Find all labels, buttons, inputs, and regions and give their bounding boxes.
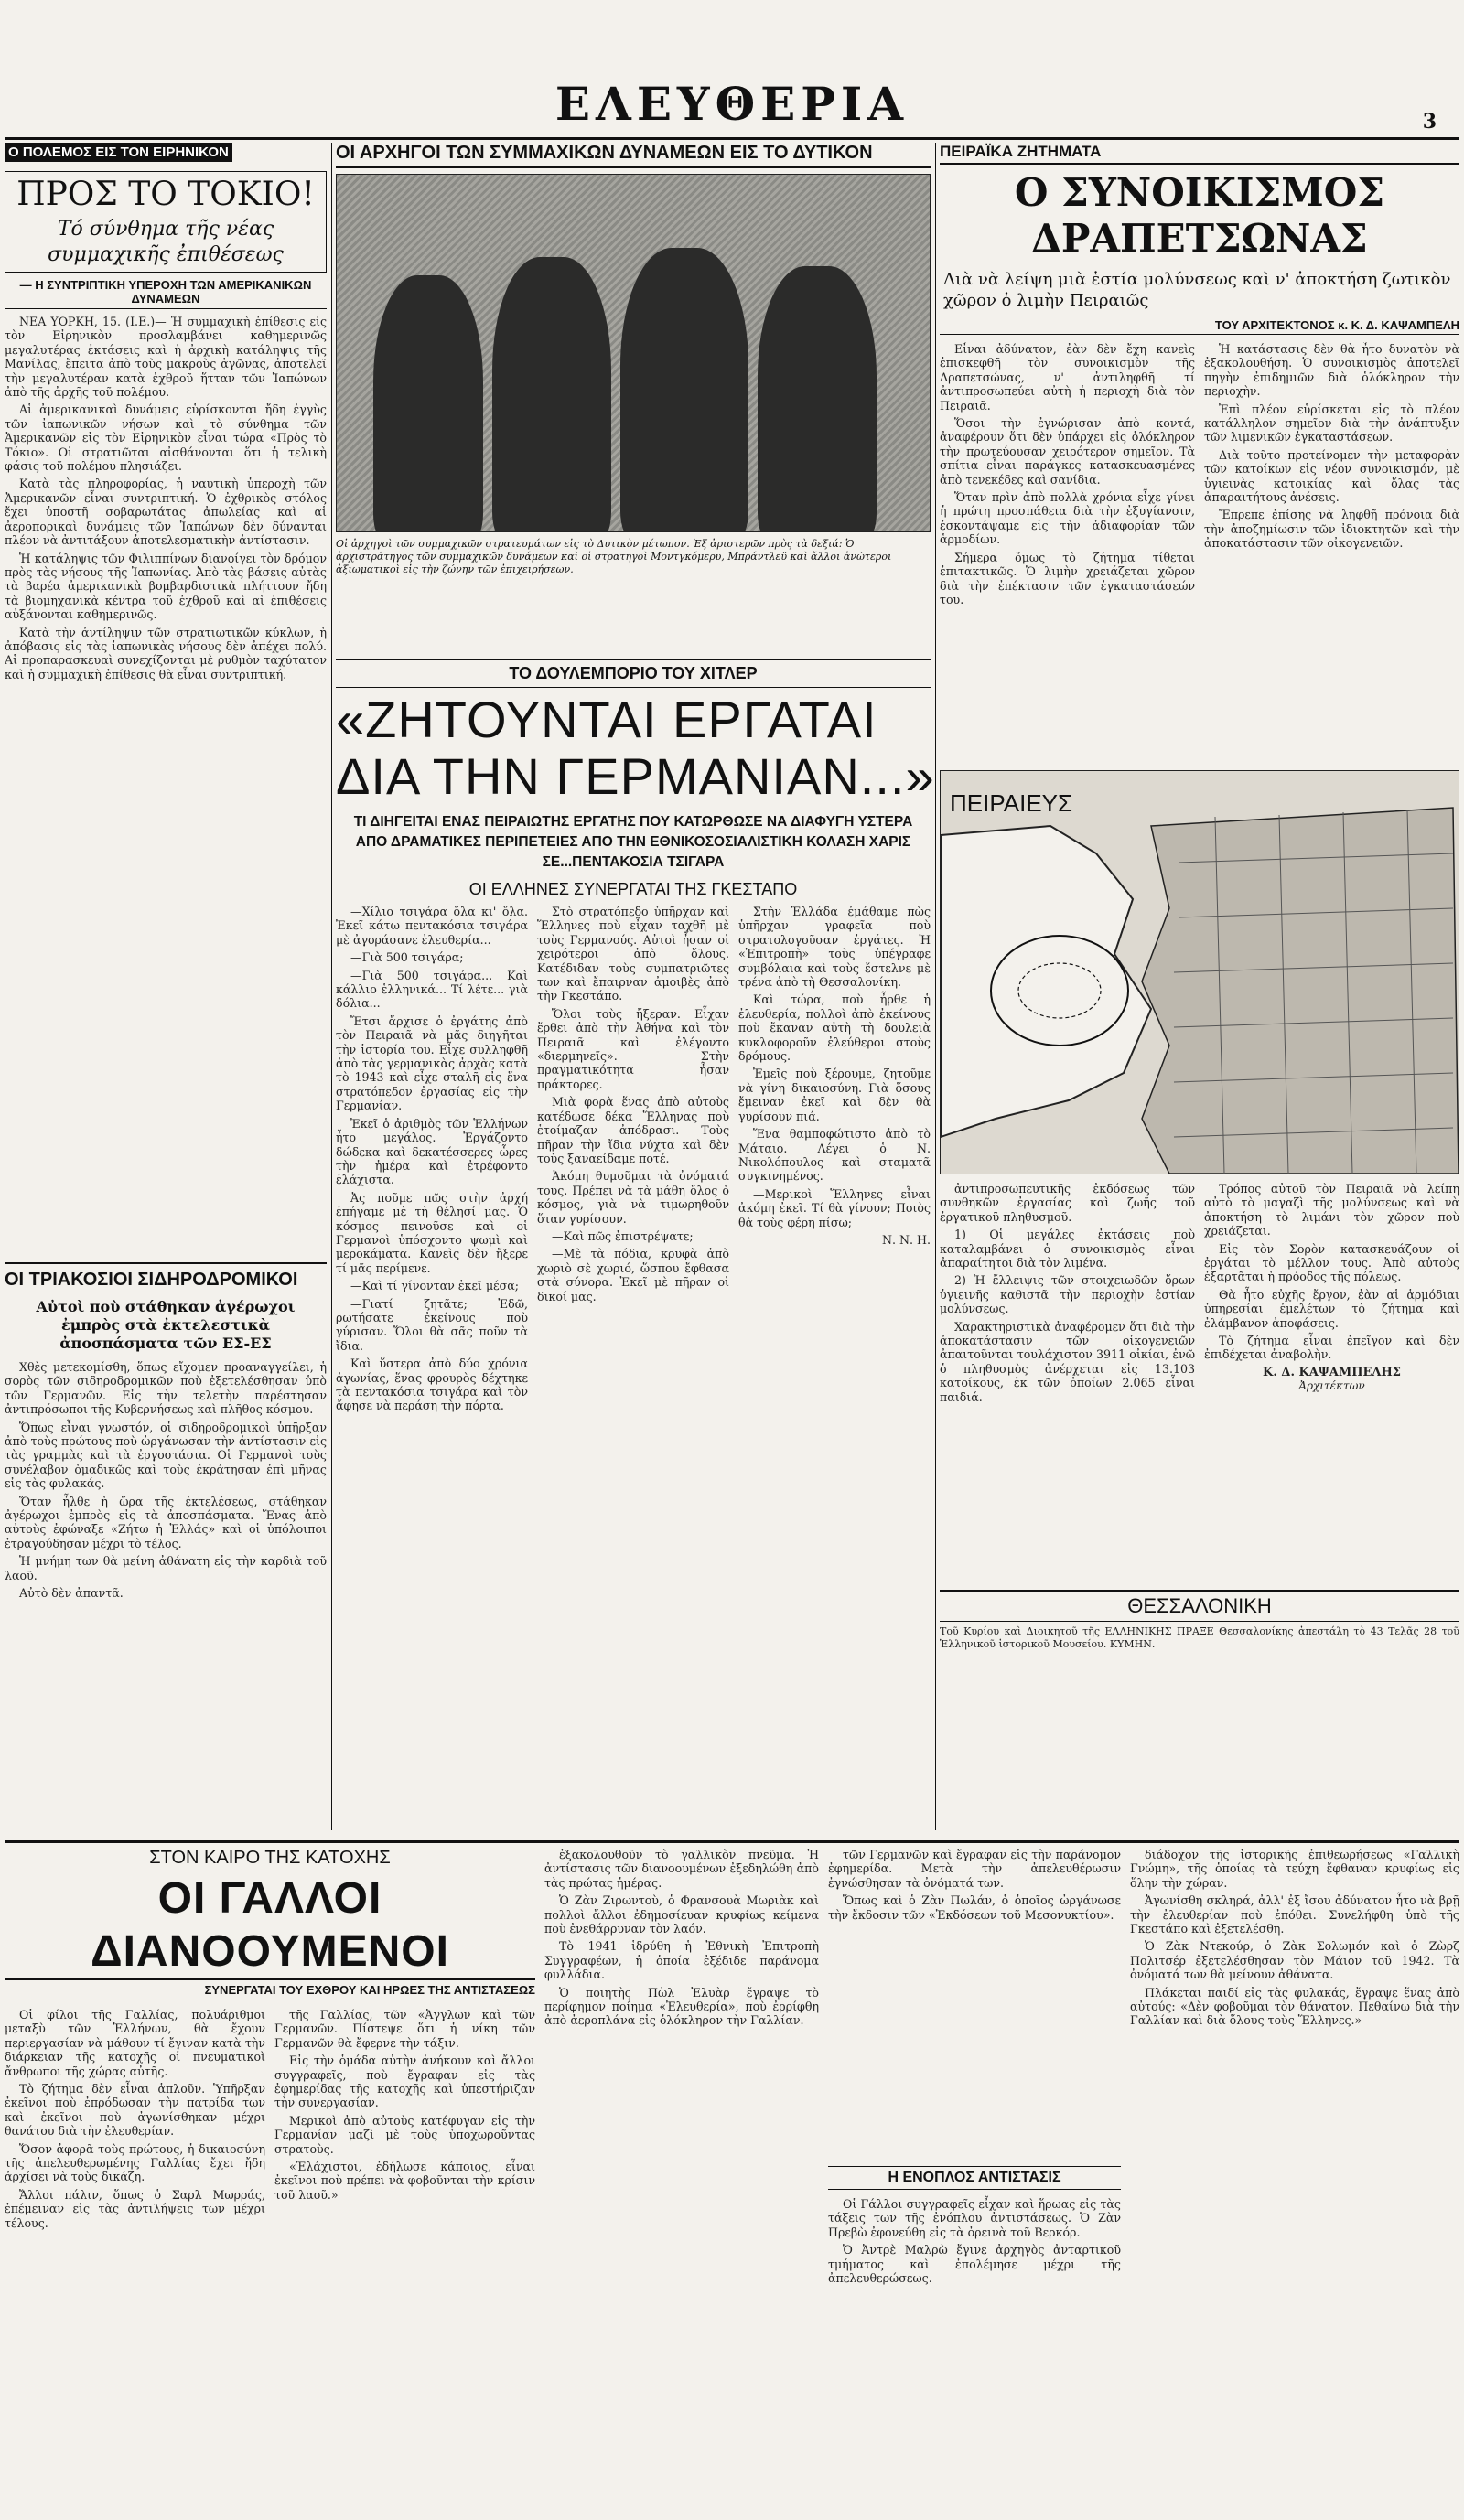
paragraph: —Μὲ τὰ πόδια, κρυφὰ ἀπὸ χωριὸ σὲ χωριό, ὥσπου ἔφθασα στὰ σύνορα. Ἐκεῖ μὲ πῆραν οἱ δικοί μας.	[537, 1247, 729, 1303]
article-column	[1204, 342, 1459, 763]
paragraph: τῶν Γερμανῶν καὶ ἔγραφαν εἰς τὴν παράνομον ἐφημερίδα. Μετὰ τὴν ἀπελευθέρωσιν ἐγνώσθησαν τὰ ὀνόματά των.	[828, 1848, 1121, 1890]
paragraph: Ἀγωνίσθη σκληρά, ἀλλ' ἐξ ἴσου ἀδύνατον ἦτο νὰ βρῇ τὴν ἐλευθερίαν ποὺ ἐπόθει. Συνελήφθη ὑπὸ τῆς Γκεστάπο καὶ ἐξετελέσθη.	[1130, 1893, 1459, 1936]
paragraph: Ἐπὶ πλέον εὑρίσκεται εἰς τὸ πλέον κατάλληλον σημεῖον διὰ τὴν ἀνάπτυξιν τῶν λιμενικῶν ἐγκαταστάσεων.	[1204, 402, 1459, 445]
article-body	[5, 1360, 327, 1827]
paragraph: —Γιὰ 500 τσιγάρα... Καὶ κάλλιο ἑλληνικά... Τί λέτε... γιὰ δόλια...	[336, 968, 528, 1011]
article-subhead: Τό σύνθημα τῆς νέας συμμαχικῆς ἐπιθέσεως	[48, 218, 284, 266]
article-hitler	[336, 659, 935, 1834]
paragraph: Οἱ φίλοι τῆς Γαλλίας, πολυάριθμοι μεταξὺ τῶν Ἑλλήνων, θὰ ἔχουν περιεργασίαν νὰ μάθουν τί ἔγιναν κατὰ τὴν διάρκειαν τῆς κατοχῆς οἱ πνευματικοὶ ἄνθρωποι τῆς χώρας αὐτῆς.	[5, 2008, 265, 2078]
paragraph: 2) Ἡ ἔλλειψις τῶν στοιχειωδῶν ὅρων ὑγιεινῆς καθιστᾶ τὴν περιοχὴν ἑστίαν μολύνσεως.	[940, 1273, 1195, 1316]
resistance-headline: Η ΕΝΟΠΛΟΣ ΑΝΤΙΣΤΑΣΙΣ	[828, 2166, 1121, 2190]
signature-title: Ἀρχιτέκτων	[1298, 1379, 1365, 1393]
paragraph: Στὸ στρατόπεδο ὑπῆρχαν καὶ Ἕλληνες ποὺ εἶχαν ταχθῆ μὲ τοὺς Γερμανούς. Αὐτοὶ ἦσαν οἱ χειρότεροι ἀπὸ ὅλους. Κατέδιδαν τοὺς συμπατριῶτες των καὶ ἔπαιρναν ἀμοιβὲς ἀπὸ τὴν Γκεστάπο.	[537, 905, 729, 1003]
article-headline-line2: ΔΙΑ ΤΗΝ ΓΕΡΜΑΝΙΑΝ...»	[336, 747, 935, 805]
paragraph: Ὁ ποιητὴς Πὼλ Ἐλυὰρ ἔγραψε τὸ περίφημον ποίημα «Ἐλευθερία», ποὺ ἐρρίφθη ἀπὸ ἀεροπλάνα εἰς ὁλόκληρον τὴν Γαλλίαν.	[544, 1985, 819, 2028]
masthead	[0, 0, 1464, 146]
paragraph: Ὅταν ἦλθε ἡ ὥρα τῆς ἐκτελέσεως, στάθηκαν ἀγέρωχοι ἐμπρὸς εἰς τὰ ἀποσπάσματα. Ἕνας ἀπὸ αὐτοὺς ἐφώναξε «Ζήτω ἡ Ἑλλάς» καὶ οἱ ὑπόλοιποι ἐτραγούδησαν μέχρι τὸ τέλος.	[5, 1494, 327, 1550]
generals-photo	[336, 174, 931, 532]
photo-caption: Οἱ ἀρχηγοὶ τῶν συμμαχικῶν στρατευμάτων εἰς τὸ Δυτικὸν μέτωπον. Ἐξ ἀριστερῶν πρὸς τὰ δεξιά: Ὁ ἀρχιστράτηγος τῶν συμμαχικῶν δυνάμεων καὶ οἱ στρατηγοὶ Μοντγκόμερυ, Μπράντλεϋ καὶ ἄλλοι ἀνώτεροι ἀξιωματικοὶ εἰς τὴν ζώνην τῶν ἐπιχειρήσεων.	[336, 538, 892, 575]
photo-figure	[758, 266, 877, 532]
author-initials: Ν. Ν. Η.	[881, 1232, 931, 1247]
article-subhead: ΟΙ ΕΛΛΗΝΕΣ ΣΥΝΕΡΓΑΤΑΙ ΤΗΣ ΓΚΕΣΤΑΠΟ	[468, 880, 798, 898]
masthead-rule	[5, 137, 1459, 140]
paragraph: Τὸ ζήτημα δὲν εἶναι ἁπλοῦν. Ὑπῆρξαν ἐκεῖνοι ποὺ ἐπρόδωσαν τὴν πατρίδα των καὶ ἐκεῖνοι ποὺ ἀγωνίσθηκαν μέχρι θανάτου διὰ τὴν ἐλευθερίαν.	[5, 2082, 265, 2139]
paragraph: Ὅλοι τοὺς ἤξεραν. Εἶχαν ἔρθει ἀπὸ τὴν Ἀθήνα καὶ τὸν Πειραιᾶ καὶ ἐλέγοντο «διερμηνεῖς». Στὴν πραγματικότητα ἦσαν πράκτορες.	[537, 1006, 729, 1091]
article-headline: ΠΡΟΣ ΤΟ ΤΟΚΙΟ!	[16, 176, 315, 213]
photo-figure	[373, 275, 483, 532]
map-label: ΠΕΙΡΑΙΕΥΣ	[950, 789, 1073, 817]
article-kicker: ΤΟ ΔΟΥΛΕΜΠΟΡΙΟ ΤΟΥ ΧΙΤΛΕΡ	[336, 659, 931, 688]
article-column	[940, 342, 1195, 763]
paragraph: Ἀς ποῦμε πῶς στὴν ἀρχή ἐπήγαμε μὲ τὴ θέλησί μας. Ὁ κόσμος πεινοῦσε καὶ οἱ Γερμανοὶ ὑπόσχοντο ψωμὶ καὶ μεροκάματα. Κανεὶς δὲν ἤξερε τί μᾶς περίμενε.	[336, 1190, 528, 1275]
article-kicker: ΠΕΙΡΑΪΚΑ ΖΗΤΗΜΑΤΑ	[940, 143, 1459, 165]
photo-section	[336, 143, 931, 655]
paragraph: Θὰ ἦτο εὐχῆς ἔργον, ἐὰν αἱ ἁρμόδιαι ὑπηρεσίαι ἐμελέτων τὸ ζήτημα καὶ ἐλάμβανον ἀποφάσεις.	[1204, 1287, 1459, 1330]
section-rule	[5, 1840, 1459, 1843]
paragraph: Ὅσοι τὴν ἐγνώρισαν ἀπὸ κοντά, ἀναφέρουν ὅτι δὲν ὑπάρχει εἰς ὁλόκληρον τὴν πρωτεύουσαν χειρότερον σημεῖον. Τὰ σπίτια εἶναι παράγκες κατασκευασμένες ἀπὸ τενεκέδες καὶ σανίδια.	[940, 416, 1195, 487]
article-subhead: ΣΥΝΕΡΓΑΤΑΙ ΤΟΥ ΕΧΘΡΟΥ ΚΑΙ ΗΡΩΕΣ ΤΗΣ ΑΝΤΙΣΤΑΣΕΩΣ	[5, 1980, 535, 2000]
paragraph: «Ἐλάχιστοι, ἐδήλωσε κάποιος, εἶναι ἐκεῖνοι ποὺ πρέπει νὰ φοβοῦνται τὴν κρίσιν τοῦ λαοῦ.»	[274, 2160, 535, 2202]
paragraph: Στὴν Ἑλλάδα ἐμάθαμε πὼς ὑπῆρχαν γραφεῖα ποὺ στρατολογοῦσαν ἐργάτες. Ἡ «Ἐπιτροπὴ» τοὺς ὑπέγραφε συμβόλαια καὶ τοὺς ἔστελνε μὲ τρένα ἀπὸ τὴ Θεσσαλονίκη.	[738, 905, 931, 990]
article-signature: Κ. Δ. ΚΑΨΑΜΠΕΛΗΣ	[1263, 1365, 1401, 1379]
paragraph: Καὶ τώρα, ποὺ ἦρθε ἡ ἐλευθερία, πολλοὶ ἀπὸ ἐκείνους ποὺ ἔκαναν αὐτὴ τὴ δουλειὰ κυκλοφοροῦν ἐλεύθεροι στοὺς δρόμους.	[738, 992, 931, 1064]
article-railway	[5, 1262, 327, 1829]
article-tokyo	[5, 143, 327, 1387]
article-byline: ΤΟΥ ΑΡΧΙΤΕΚΤΟΝΟΣ κ. Κ. Δ. ΚΑΨΑΜΠΕΛΗ	[940, 318, 1459, 335]
article-headline: ΟΙ ΤΡΙΑΚΟΣΙΟΙ ΣΙΔΗΡΟΔΡΟΜΙΚΟΙ	[5, 1270, 298, 1290]
article-column	[828, 1848, 1121, 2488]
paragraph: Ὁ Ζὰκ Ντεκούρ, ὁ Ζὰκ Σολωμόν καὶ ὁ Ζὼρζ Πολιτσέρ ἐξετελέσθησαν τὸν Μάιον τοῦ 1942. Τὰ ὀνόματά των θὰ μείνουν ἀθάνατα.	[1130, 1939, 1459, 1982]
article-column	[738, 905, 931, 1819]
paragraph: Ἡ κατάληψις τῶν Φιλιππίνων διανοίγει τὸν δρόμον πρὸς τὰς νήσους τῆς Ἰαπωνίας. Ἀπὸ τὰς βάσεις αὐτὰς τὰ βαρέα ἀμερικανικὰ βομβαρδιστικὰ πλήττουν ἤδη τὰ βιομηχανικὰ κέντρα τοῦ ἐχθροῦ καὶ αἱ ἐπιθέσεις αὐξάνονται καθημερινῶς.	[5, 551, 327, 622]
paragraph: διάδοχον τῆς ἱστορικῆς ἐπιθεωρήσεως «Γαλλικὴ Γνώμη», τῆς ὁποίας τὰ τεύχη ἔφθαναν κρυφίως εἰς ὅλην τὴν χώραν.	[1130, 1848, 1459, 1890]
paragraph: Τρόπος αὐτοῦ τὸν Πειραιᾶ νὰ λείπη αὐτὸ τὸ μαγαζὶ τῆς μολύνσεως καὶ νὰ ἀποκτήση τὸ λιμάνι τὸν χῶρον ποὺ χρειάζεται.	[1204, 1182, 1459, 1239]
article-kicker: ΣΤΟΝ ΚΑΙΡΟ ΤΗΣ ΚΑΤΟΧΗΣ	[149, 1848, 391, 1868]
article-subhead: Αὐτοὶ ποὺ στάθηκαν ἀγέρωχοι ἐμπρὸς στὰ ἐκτελεστικὰ ἀποσπάσματα τῶν ΕΣ-ΕΣ	[36, 1298, 296, 1352]
paragraph: Αὐτὸ δὲν ἀπαντᾶ.	[19, 1586, 124, 1601]
paragraph: Καὶ ὕστερα ἀπὸ δύο χρόνια ἀγωνίας, ἕνας φρουρὸς δέχτηκε τὰ πεντακόσια τσιγάρα καὶ τὸν ἄφησε νὰ περάση τὴν πόρτα.	[336, 1357, 528, 1413]
article-body	[5, 315, 327, 1348]
paragraph: Ὅταν πρὶν ἀπὸ πολλὰ χρόνια εἶχε γίνει ἡ πρώτη προσπάθεια διὰ τὴν ἐξυγίανσιν, ἐσκοντάψαμε εἰς τὴν ἀδιαφορίαν τῶν ἁρμοδίων.	[940, 490, 1195, 547]
paragraph: Εἶναι ἀδύνατον, ἐὰν δὲν ἔχη κανεὶς ἐπισκεφθῆ τὸν συνοικισμὸν τῆς Δραπετσώνας, ν' ἀντιληφθῆ τί ἀντιπροσωπεύει αὐτὴ ἡ περιοχὴ διὰ τὸν Πειραιᾶ.	[940, 342, 1195, 413]
article-drapetsona	[940, 143, 1459, 1835]
thessaloniki-body: Τοῦ Κυρίου καὶ Διοικητοῦ τῆς ΕΛΛΗΝΙΚΗΣ ΠΡΑΞΕ Θεσσαλονίκης ἀπεστάλη τὸ 43 Τελᾶς 28 τοῦ Ἑλληνικοῦ ἱστορικοῦ Μουσείου. ΚΥΜΗΝ.	[940, 1625, 1459, 1650]
article-headline-line1: «ΖΗΤΟΥΝΤΑΙ ΕΡΓΑΤΑΙ	[336, 691, 877, 748]
paragraph: —Μερικοὶ Ἕλληνες εἶναι ἀκόμη ἐκεῖ. Τί θὰ γίνουν; Ποιὸς θὰ τοὺς φέρη πίσω;	[738, 1186, 931, 1229]
paragraph: Ἀκόμη θυμοῦμαι τὰ ὀνόματά τους. Πρέπει νὰ τὰ μάθη ὅλος ὁ κόσμος, γιὰ νὰ τιμωρηθοῦν ὅταν γυρίσουν.	[537, 1169, 729, 1226]
map-drawing	[941, 771, 1459, 1174]
article-column	[336, 905, 528, 1819]
photo-figure	[620, 248, 748, 532]
paragraph: Τὸ 1941 ἱδρύθη ἡ Ἐθνικὴ Ἐπιτροπὴ Συγγραφέων, ἡ ὁποία ἐξέδιδε παράνομα φυλλάδια.	[544, 1939, 819, 1982]
paragraph: —Καὶ πῶς ἐπιστρέψατε;	[552, 1228, 694, 1243]
article-column	[274, 2008, 535, 2520]
paragraph: Κατὰ τὰς πληροφορίας, ἡ ναυτικὴ ὑπεροχὴ τῶν Ἀμερικανῶν εἶναι συντριπτική. Ὁ ἐχθρικὸς στόλος ἔχει ὑποστῆ σοβαρωτάτας ἀπωλείας καὶ αἱ ἀεροπορικαὶ δυνάμεις τῶν Ἰαπώνων δὲν δύνανται πλέον νὰ ἀντιτάξουν ἀποτελεσματικὴν ἀντίστασιν.	[5, 477, 327, 548]
article-deck: ΤΙ ΔΙΗΓΕΙΤΑΙ ΕΝΑΣ ΠΕΙΡΑΙΩΤΗΣ ΕΡΓΑΤΗΣ ΠΟΥ ΚΑΤΩΡΘΩΣΕ ΝΑ ΔΙΑΦΥΓΗ ΥΣΤΕΡΑ ΑΠΟ ΔΡΑΜΑΤΙΚΕΣ ΠΕΡΙΠΕΤΕΙΕΣ ΑΠΟ ΤΗΝ ΕΘΝΙΚΟΣΟΣΙΑΛΙΣΤΙΚΗ ΚΟΛΑΣΗ ΧΑΡΙΣ ΣΕ...ΠΕΝΤΑΚΟΣΙΑ ΤΣΙΓΑΡΑ	[353, 814, 913, 870]
page-number: 3	[1422, 110, 1437, 134]
photo-headline: ΟΙ ΑΡΧΗΓΟΙ ΤΩΝ ΣΥΜΜΑΧΙΚΩΝ ΔΥΝΑΜΕΩΝ ΕΙΣ ΤΟ ΔΥΤΙΚΟΝ	[336, 143, 931, 168]
paragraph: Χθὲς μετεκομίσθη, ὅπως εἴχομεν προαναγγείλει, ἡ σορὸς τῶν σιδηροδρομικῶν ποὺ ἐξετελέσθησαν ὑπὸ τῶν Γερμανῶν. Εἰς τὴν τελετὴν παρέστησαν ἀντιπρόσωποι τῆς Κυβερνήσεως καὶ πλῆθος κόσμου.	[5, 1360, 327, 1417]
paragraph: Διὰ τοῦτο προτείνομεν τὴν μεταφορὰν τῶν κατοίκων εἰς νέον συνοικισμόν, μὲ ὑγιεινὰς κατοικίας καὶ ὅλας τὰς ἀπαραιτήτους ἀνέσεις.	[1204, 447, 1459, 505]
paragraph: τῆς Γαλλίας, τῶν «Ἀγγλων καὶ τῶν Γερμανῶν. Πίστεψε ὅτι ἡ νίκη τῶν Γερμανῶν θὰ ἔφερνε τὴν τάξιν.	[274, 2008, 535, 2050]
paragraph: Χαρακτηριστικὰ ἀναφέρομεν ὅτι διὰ τὴν ἀποκατάστασιν τῶν οἰκογενειῶν ἀπαιτοῦνται τουλάχιστον 3911 οἰκίαι, ἐνῶ ὁ πληθυσμὸς ἀνέρχεται εἰς 13.103 κατοίκους, ἐκ τῶν ὁποίων 2.065 εἶναι παιδιά.	[940, 1319, 1195, 1404]
paragraph: Ἡ κατάστασις δὲν θὰ ἦτο δυνατὸν νὰ ἐξακολουθήση. Ὁ συνοικισμὸς ἀποτελεῖ πηγὴν ἐπιδημιῶν διὰ ὁλόκληρον τὴν περιοχὴν.	[1204, 342, 1459, 399]
paragraph: Ὅσον ἀφορᾶ τοὺς πρώτους, ἡ δικαιοσύνη τῆς ἀπελευθερωμένης Γαλλίας ἔχει ἤδη ἀρχίσει νὰ τοὺς δικάζη.	[5, 2141, 265, 2184]
paragraph: Ἔπρεπε ἐπίσης νὰ ληφθῆ πρόνοια διὰ τὴν ἀποζημίωσιν τῶν ἰδιοκτητῶν καὶ τὴν ἀποκατάστασιν τῶν οἰκογενειῶν.	[1204, 508, 1459, 551]
photo-figure	[492, 257, 611, 532]
piraeus-map	[940, 770, 1459, 1174]
paragraph: Ὁ Ζὰν Ζιρωντοὺ, ὁ Φρανσουὰ Μωριὰκ καὶ πολλοὶ ἄλλοι ἐδημοσίευαν κρυφίως κείμενα ποὺ ἐνεθάρρυναν τὸν λαόν.	[544, 1893, 819, 1936]
paragraph: —Καὶ τί γίνονταν ἐκεῖ μέσα;	[350, 1279, 519, 1293]
paragraph: Ὅπως εἶναι γνωστόν, οἱ σιδηροδρομικοὶ ὑπῆρξαν ἀπὸ τοὺς πρώτους ποὺ ὠργάνωσαν τὴν ἀντίστασιν εἰς τὰς γραμμὰς καὶ τὰ ἐργοστάσια. Οἱ Γερμανοὶ τοὺς συνέλαβον ὁμαδικῶς καὶ τοὺς ἐκράτησαν ἐπὶ μῆνας εἰς τὰς φυλακάς.	[5, 1420, 327, 1491]
paragraph: Οἱ Γάλλοι συγγραφεῖς εἶχαν καὶ ἥρωας εἰς τὰς τάξεις των τῆς ἐνόπλου ἀντιστάσεως. Ὁ Ζὰν Πρεβὼ ἐφονεύθη εἰς τὰ ὀρεινὰ τοῦ Βερκόρ.	[828, 2197, 1121, 2239]
paragraph: 1) Οἱ μεγάλες ἐκτάσεις ποὺ καταλαμβάνει ὁ συνοικισμὸς εἶναι ἀπαραίτητοι διὰ τὸν λιμένα.	[940, 1228, 1195, 1271]
paragraph: Αἱ ἀμερικανικαὶ δυνάμεις εὑρίσκονται ἤδη ἐγγὺς τῶν ἰαπωνικῶν νήσων καὶ τὸ σύνθημα τῶν Ἀμερικανῶν εἰς τὸν Εἰρηνικὸν εἶναι τώρα «Πρὸς τὸ Τόκιο». Οἱ στρατιῶται αἰσθάνονται ὅτι ἡ τελικὴ φάσις τοῦ πολέμου πλησιάζει.	[5, 402, 327, 474]
article-column	[1130, 1848, 1459, 2488]
article-column	[5, 2008, 265, 2520]
paragraph: Ἄλλοι πάλιν, ὅπως ὁ Σαρλ Μωρράς, ἐπέμειναν εἰς τὰς ἀντιλήψεις των μέχρι τέλους.	[5, 2187, 265, 2230]
article-headline: ΟΙ ΓΑΛΛΟΙ ΔΙΑΝΟΟΥΜΕΝΟΙ	[5, 1872, 535, 1980]
article-headline-line1: Ο ΣΥΝΟΙΚΙΣΜΟΣ	[1014, 170, 1385, 215]
paragraph: ἐξακολουθοῦν τὸ γαλλικὸν πνεῦμα. Ἡ ἀντίστασις τῶν διανοουμένων ἐξεδηλώθη ἀπὸ τὰς πρώτας ἡμέρας.	[544, 1848, 819, 1890]
article-headline-line2: ΔΡΑΠΕΤΣΩΝΑΣ	[1031, 216, 1368, 261]
article-kicker: Ο ΠΟΛΕΜΟΣ ΕΙΣ ΤΟΝ ΕΙΡΗΝΙΚΟΝ	[5, 143, 232, 162]
paragraph: Ἐμεῖς ποὺ ξέρουμε, ζητοῦμε νὰ γίνη δικαιοσύνη. Γιὰ ὅσους ἔμειναν ἐκεῖ καὶ δὲν θὰ γυρίσουν πιά.	[738, 1067, 931, 1123]
paragraph: Ὁ Ἀντρὲ Μαλρὼ ἔγινε ἀρχηγὸς ἀνταρτικοῦ τμήματος καὶ ἐπολέμησε μέχρι τῆς ἀπελευθερώσεως.	[828, 2243, 1121, 2286]
newspaper-title: ΕΛΕΥΘΕΡΙΑ	[554, 77, 910, 131]
paragraph: Ἡ μνήμη των θὰ μείνη ἀθάνατη εἰς τὴν καρδιὰ τοῦ λαοῦ.	[5, 1554, 327, 1582]
paragraph: Τὸ ζήτημα εἶναι ἐπεῖγον καὶ δὲν ἐπιδέχεται ἀναβολὴν.	[1204, 1334, 1459, 1362]
paragraph: Μιὰ φορὰ ἕνας ἀπὸ αὐτοὺς κατέδωσε δέκα Ἕλληνας ποὺ ἑτοίμαζαν ἀπόδρασι. Τοὺς πῆραν τὴν ἴδια νύχτα καὶ δὲν τοὺς ξαναείδαμε ποτέ.	[537, 1095, 729, 1165]
paragraph: Εἰς τὴν ὁμάδα αὐτὴν ἀνήκουν καὶ ἄλλοι συγγραφεῖς, ποὺ ἔγραφαν εἰς τὰς ἐφημερίδας τῆς κατοχῆς καὶ ὑπεστήριζαν τὴν συνεργασίαν.	[274, 2054, 535, 2110]
column-rule	[935, 143, 936, 1830]
paragraph: Ὅπως καὶ ὁ Ζὰν Πωλάν, ὁ ὁποῖος ὠργάνωσε τὴν ἔκδοσιν τῶν «Ἐκδόσεων τοῦ Μεσονυκτίου».	[828, 1893, 1121, 1922]
article-column	[544, 1848, 819, 2488]
paragraph: Ἐκεῖ ὁ ἀριθμὸς τῶν Ἑλλήνων ἦτο μεγάλος. Ἐργάζοντο δώδεκα καὶ δεκατέσσερες ὧρες τὴν ἡμέρα καὶ ἐτρέφοντο ἐλάχιστα.	[336, 1116, 528, 1187]
paragraph: Πλάκεται παιδί εἰς τὰς φυλακάς, ἔγραψε ἕνας ἀπὸ αὐτούς: «Δὲν φοβοῦμαι τὸν θάνατον. Πεθαίνω διὰ τὴν Γαλλίαν καὶ διὰ ὅλους τοὺς Ἕλληνες.»	[1130, 1985, 1459, 2028]
paragraph: —Χίλιο τσιγάρα ὅλα κι' ὅλα. Ἐκεῖ κάτω πεντακόσια τσιγάρα μὲ ἀγοράσανε ἐλευθερία...	[336, 905, 528, 947]
paragraph: Ἔτσι ἄρχισε ὁ ἐργάτης ἀπὸ τὸν Πειραιᾶ νὰ μᾶς διηγῆται τὴν ἱστορία του. Εἶχε συλληφθῆ ἀπὸ τὰς γερμανικὰς ἀρχὰς κατὰ τὸ 1943 καὶ εἶχε σταλῆ εἰς ἕνα στρατόπεδον ἐργασίας εἰς τὴν Γερμανίαν.	[336, 1013, 528, 1113]
harbour-basin	[991, 936, 1128, 1046]
paragraph: Εἰς τὸν Σορὸν κατασκευάζουν οἱ ἐργάται τὸ μέλλον τους. Ἀπὸ αὐτοὺς ἐξαρτᾶται ἡ πρόοδος τῆς πόλεως.	[1204, 1241, 1459, 1284]
thessaloniki-headline: ΘΕΣΣΑΛΟΝΙΚΗ	[940, 1590, 1459, 1622]
column-rule	[331, 143, 332, 1830]
article-column	[537, 905, 729, 1819]
paragraph: ΝΕΑ ΥΟΡΚΗ, 15. (Ι.Ε.)— Ἡ συμμαχικὴ ἐπίθεσις εἰς τὸν Εἰρηνικὸν προσλαμβάνει καθημερινῶς μεγαλυτέρας ἐκτάσεις καὶ ἡ ἀρχικὴ κατάληψις τῆς Μανίλας, ἔπειτα ἀπὸ τοὺς μακροὺς ἀγῶνας, ἀποτελεῖ τὴν μεγαλυτέραν κατὰ ἐχθροῦ ἥτταν τῶν Ἰαπώνων ἀπὸ τῆς ἀρχῆς τοῦ πολέμου.	[5, 315, 327, 400]
article-french-intellectuals	[5, 1848, 535, 2488]
paragraph: —Γιὰ 500 τσιγάρα;	[350, 950, 464, 965]
article-column	[1204, 1182, 1459, 1584]
paragraph: Ἕνα θαμποφώτιστο ἀπὸ τὸ Μάταιο. Λέγει ὁ Ν. Νικολόπουλος καὶ σταματᾶ συγκινημένος.	[738, 1127, 931, 1184]
article-column	[940, 1182, 1195, 1584]
article-deck: — Η ΣΥΝΤΡΙΠΤΙΚΗ ΥΠΕΡΟΧΗ ΤΩΝ ΑΜΕΡΙΚΑΝΙΚΩΝ ΔΥΝΑΜΕΩΝ	[5, 278, 327, 309]
article-subhead: Διὰ νὰ λείψη μιὰ ἑστία μολύνσεως καὶ ν' ἀποκτήση ζωτικὸν χῶρον ὁ λιμὴν Πειραιῶς	[943, 270, 1451, 310]
paragraph: ἀντιπροσωπευτικῆς ἐκδόσεως τῶν συνθηκῶν ἐργασίας καὶ ζωῆς τοῦ ἐργατικοῦ πληθυσμοῦ.	[940, 1182, 1195, 1224]
paragraph: —Γιατί ζητᾶτε; Ἐδῶ, ρωτήσατε ἐκείνους ποὺ γύρισαν. Ὅλοι θὰ σᾶς ποῦν τὰ ἴδια.	[336, 1296, 528, 1353]
paragraph: Μερικοὶ ἀπὸ αὐτοὺς κατέφυγαν εἰς τὴν Γερμανίαν μαζὶ μὲ τοὺς ὑποχωροῦντας στρατοὺς.	[274, 2113, 535, 2156]
paragraph: Σήμερα ὅμως τὸ ζήτημα τίθεται ἐπιτακτικῶς. Ὁ λιμὴν χρειάζεται χῶρον διὰ τὴν ἐπέκτασιν τῶν ἐγκαταστάσεών του.	[940, 550, 1195, 606]
paragraph: Κατὰ τὴν ἀντίληψιν τῶν στρατιωτικῶν κύκλων, ἡ ἀπόβασις εἰς τὰς ἰαπωνικὰς νήσους δὲν ἀπέχει πολύ. Αἱ προπαρασκευαὶ συνεχίζονται μὲ ρυθμὸν ταχύτατον καὶ ἡ συμμαχικὴ ἐπίθεσις θὰ εἶναι συντριπτική.	[5, 625, 327, 681]
